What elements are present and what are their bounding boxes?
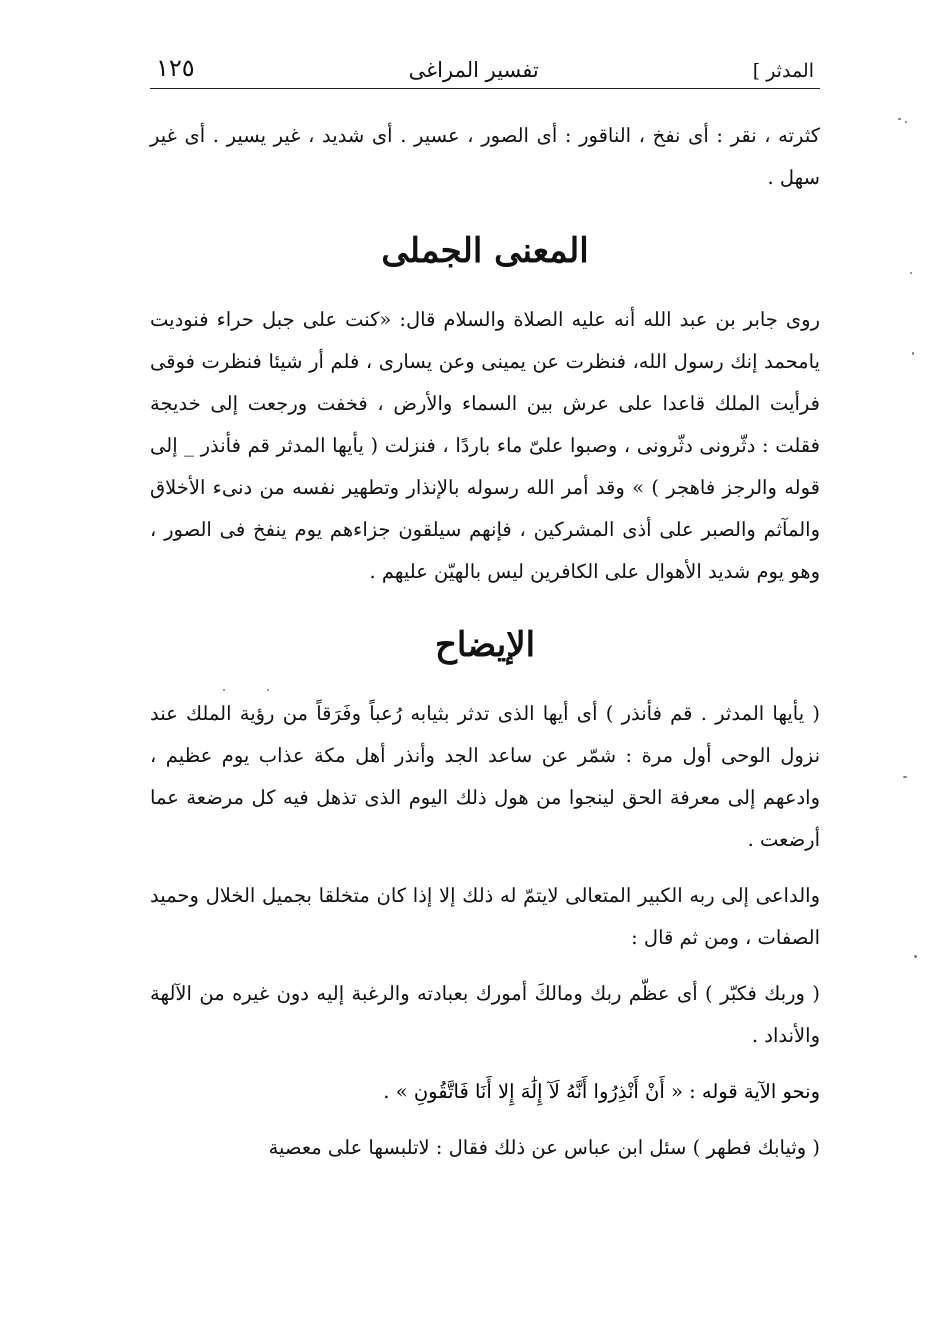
section-heading-explanation: الإيضاح [434, 625, 536, 665]
page-number: ١٢٥ [156, 54, 195, 82]
page-header [150, 40, 820, 89]
explanation-paragraph: ( يأيها المدثر . قم فأنذر ) أى أيها الذى تدثر بثيابه رُعباً وفَرَقاً من رؤية الملك عند نزول الوحى أول مرة : شمّر عن ساعد الجد وأنذر أهل مكة عذاب يوم عظيم ، وادعهم إلى معرفة الحق لينجوا من هول ذلك اليوم الذى تذهل فيه كل مرضعة عما أرضعت . [150, 702, 820, 851]
explanation-paragraph: ( وربك فكبّر ) أى عظّم ربك ومالكَ أمورك بعبادته والرغبة إليه دون غيره من الآلهة والأنداد . [150, 982, 820, 1047]
explanation-paragraph: ( وثيابك فطهر ) سئل ابن عباس عن ذلك فقال : لاتلبسها على معصية [268, 1136, 820, 1159]
summary-paragraph: روى جابر بن عبد الله أنه عليه الصلاة والسلام قال: «كنت على جبل حراء فنوديت يامحمد إنك رسول الله، فنظرت عن يمينى وعن يسارى ، فلم أر شيئا فنظرت فوقى فرأيت الملك قاعدا على عرش بين السماء والأرض ، فخفت ورجعت إلى خديجة فقلت : دثّرونى دثّرونى ، وصبوا علىّ ماء باردًا ، فنزلت ( يأيها المدثر قم فأنذر _ إلى قوله والرجز فاهجر ) » وقد أمر الله رسوله بالإنذار وتطهير نفسه من دنىء الأخلاق والمآثم والصبر على أذى المشركين ، فإنهم سيلقون جزاءهم يوم ينفخ فى الصور ، وهو يوم شديد الأهوال على الكافرين ليس بالهيّن عليهم . [150, 308, 820, 583]
sura-name: المدثر ] [752, 60, 814, 82]
book-title: تفسير المراغى [408, 58, 539, 82]
section-heading-summary: المعنى الجملى [381, 231, 589, 271]
book-page [150, 40, 820, 1169]
vocabulary-paragraph: كثرته ، نقر : أى نفخ ، الناقور : أى الصور ، عسير . أى شديد ، غير يسير . أى غير سهل . [150, 124, 820, 189]
quran-verse-paragraph: ونحو الآية قوله : « أَنْ أَنْذِرُوا أَنَّهُ لَآ إِلَٰهَ إِلا أَنَا فَاتَّقُونِ » . [383, 1080, 820, 1103]
explanation-paragraph: والداعى إلى ربه الكبير المتعالى لايتمّ له ذلك إلا إذا كان متخلقا بجميل الخلال وحميد الصفات ، ومن ثم قال : [150, 884, 820, 949]
